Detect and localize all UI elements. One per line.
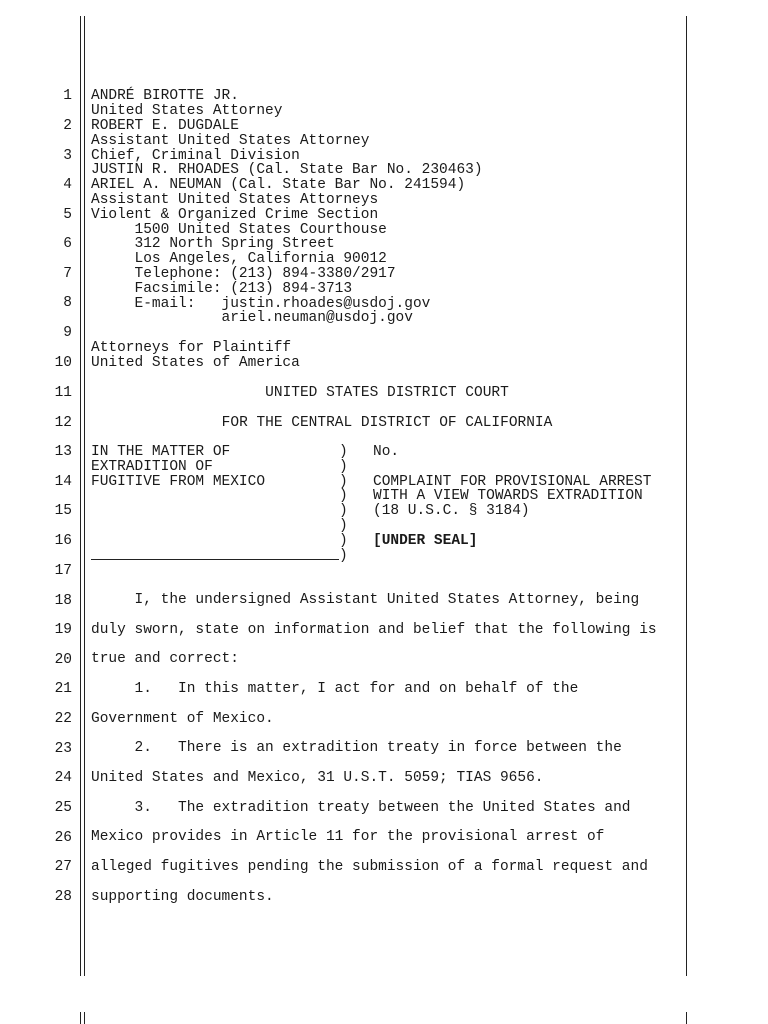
counsel-line: ariel.neuman@usdoj.gov [91,310,413,326]
left-margin-rule-outer [80,16,81,976]
caption-paren: ) [339,474,348,490]
body-line: Government of Mexico. [91,711,274,727]
line-number: 7 [63,266,72,282]
body-line: alleged fugitives pending the submission of a formal request and [91,859,648,875]
body-line: I, the undersigned Assistant United States Attorney, being [91,592,640,608]
body-line: 3. The extradition treaty between the United States and [91,800,631,816]
counsel-line: E-mail: justin.rhoades@usdoj.gov [91,296,431,312]
attorneys-for-line: United States of America [91,355,300,371]
caption-paren: ) [339,459,348,475]
counsel-line: 312 North Spring Street [91,236,335,252]
line-number: 20 [54,652,72,668]
line-number: 23 [54,741,72,757]
line-number: 19 [54,622,72,638]
caption-left-line: EXTRADITION OF [91,459,213,475]
body-line: 2. There is an extradition treaty in force between the [91,740,622,756]
caption-paren: ) [339,503,348,519]
counsel-line: ROBERT E. DUGDALE [91,118,239,134]
next-page-left-rule-outer [80,1012,81,1024]
line-number: 5 [63,207,72,223]
counsel-line: Los Angeles, California 90012 [91,251,387,267]
line-number: 21 [54,681,72,697]
line-number: 2 [63,118,72,134]
line-number: 10 [54,355,72,371]
right-margin-rule [686,16,687,976]
line-number: 16 [54,533,72,549]
line-number: 22 [54,711,72,727]
caption-paren: ) [339,518,348,534]
complaint-title-line: (18 U.S.C. § 3184) [373,503,530,519]
line-number: 13 [54,444,72,460]
body-line: supporting documents. [91,889,274,905]
counsel-line: Facsimile: (213) 894-3713 [91,281,353,297]
caption-left-line: IN THE MATTER OF [91,444,231,460]
attorneys-for-line: Attorneys for Plaintiff [91,340,292,356]
under-seal-label: [UNDER SEAL] [373,533,478,549]
line-number: 3 [63,148,72,164]
line-number: 8 [63,295,72,311]
caption-paren: ) [339,548,348,564]
counsel-line: Violent & Organized Crime Section [91,207,379,223]
line-number: 18 [54,593,72,609]
line-number: 26 [54,830,72,846]
counsel-line: JUSTIN R. RHOADES (Cal. State Bar No. 230463) [91,162,483,178]
caption-paren: ) [339,444,348,460]
caption-underline [91,559,339,560]
line-number: 11 [54,385,72,401]
left-margin-rule-inner [84,16,85,976]
caption-paren: ) [339,533,348,549]
caption-paren: ) [339,488,348,504]
line-number: 24 [54,770,72,786]
line-number: 15 [54,503,72,519]
line-number: 14 [54,474,72,490]
counsel-line: Assistant United States Attorneys [91,192,379,208]
body-line: true and correct: [91,651,239,667]
next-page-left-rule-inner [84,1012,85,1024]
body-line: 1. In this matter, I act for and on behalf of the [91,681,579,697]
line-number: 17 [54,563,72,579]
complaint-title-line: COMPLAINT FOR PROVISIONAL ARREST [373,474,652,490]
line-number: 27 [54,859,72,875]
line-number: 28 [54,889,72,905]
court-district: FOR THE CENTRAL DISTRICT OF CALIFORNIA [221,415,553,431]
counsel-line: United States Attorney [91,103,283,119]
caption-left-line: FUGITIVE FROM MEXICO [91,474,266,490]
line-number: 25 [54,800,72,816]
complaint-title-line: WITH A VIEW TOWARDS EXTRADITION [373,488,643,504]
body-line: duly sworn, state on information and belief that the following is [91,622,657,638]
counsel-line: ARIEL A. NEUMAN (Cal. State Bar No. 241594) [91,177,466,193]
line-number: 4 [63,177,72,193]
body-line: United States and Mexico, 31 U.S.T. 5059; TIAS 9656. [91,770,544,786]
counsel-line: 1500 United States Courthouse [91,222,387,238]
counsel-line: Chief, Criminal Division [91,148,300,164]
line-number: 12 [54,415,72,431]
next-page-right-rule [686,1012,687,1024]
counsel-line: Telephone: (213) 894-3380/2917 [91,266,396,282]
counsel-line: ANDRÉ BIROTTE JR. [91,88,239,104]
counsel-line: Assistant United States Attorney [91,133,370,149]
line-number: 6 [63,236,72,252]
line-number: 1 [63,88,72,104]
line-number: 9 [63,325,72,341]
court-name: UNITED STATES DISTRICT COURT [265,385,509,401]
case-number-label: No. [373,444,400,460]
body-line: Mexico provides in Article 11 for the provisional arrest of [91,829,605,845]
